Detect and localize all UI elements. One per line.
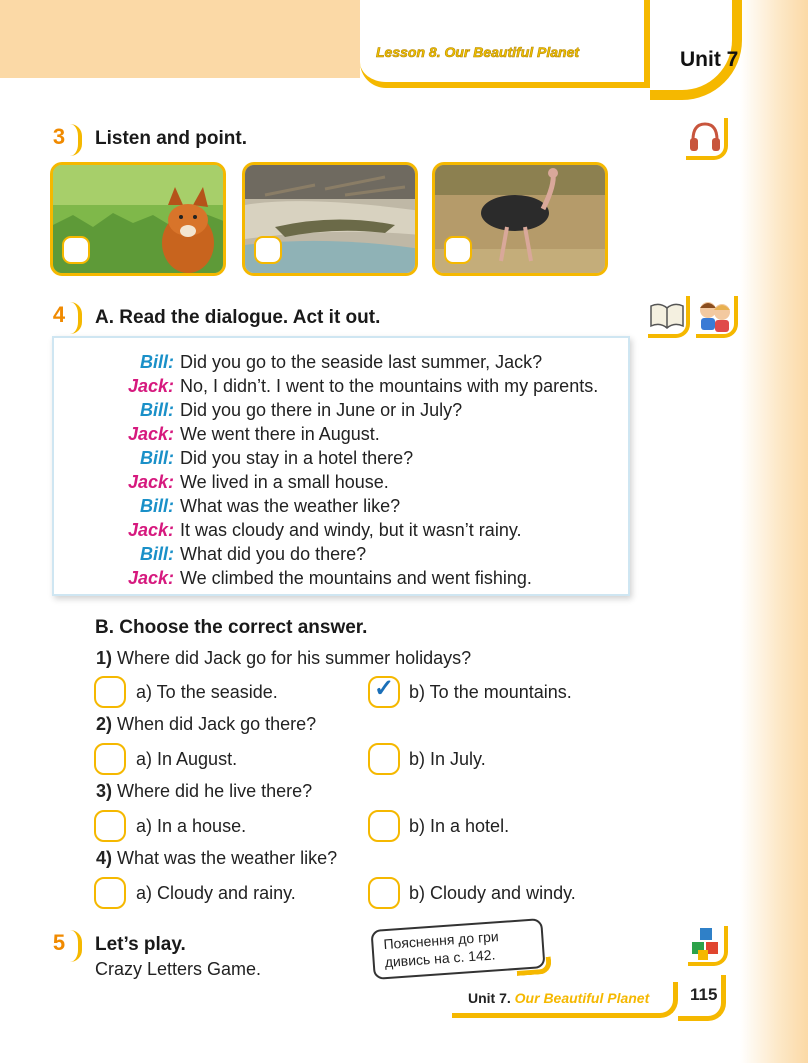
note-line: дивись на с. 142. bbox=[384, 946, 496, 971]
check-mark-icon: ✓ bbox=[374, 675, 395, 702]
dialogue-line bbox=[54, 566, 624, 590]
utterance: It was cloudy and windy, but it wasn’t rainy. bbox=[180, 520, 522, 540]
exercise-4-title-a: A. Read the dialogue. Act it out. bbox=[95, 307, 381, 328]
lesson-title: Lesson 8. Our Beautiful Planet bbox=[376, 44, 580, 60]
answer-option: b) Cloudy and windy. bbox=[409, 883, 576, 903]
utterance: No, I didn’t. I went to the mountains with my parents. bbox=[180, 376, 599, 396]
footer-unit: Unit 7. bbox=[468, 990, 511, 1006]
utterance: We went there in August. bbox=[180, 424, 380, 444]
page-number: 115 bbox=[690, 985, 718, 1004]
question bbox=[96, 781, 312, 802]
crocodile-checkbox[interactable] bbox=[254, 236, 282, 264]
book-icon[interactable] bbox=[648, 296, 690, 338]
answer-option: b) In a hotel. bbox=[409, 816, 510, 836]
dialogue-box bbox=[52, 336, 630, 596]
answer-checkbox[interactable] bbox=[94, 877, 126, 909]
question-text: Where did Jack go for his summer holidays? bbox=[117, 648, 472, 668]
footer-title: Our Beautiful Planet bbox=[514, 990, 650, 1006]
utterance: What did you do there? bbox=[180, 544, 367, 564]
dialogue-line bbox=[54, 422, 624, 446]
speaker: Jack: bbox=[127, 424, 174, 444]
dialogue-line bbox=[54, 398, 624, 422]
dialogue-line bbox=[54, 470, 624, 494]
utterance: Did you stay in a hotel there? bbox=[180, 448, 414, 468]
exercise-5-number: 5 bbox=[42, 928, 76, 962]
answer-option: b) In July. bbox=[409, 749, 486, 769]
exercise-5-title: Let’s play. bbox=[95, 934, 186, 955]
answer-checkbox[interactable] bbox=[368, 877, 400, 909]
answer-checkbox[interactable] bbox=[94, 676, 126, 708]
game-note bbox=[370, 918, 545, 980]
answer-option: a) To the seaside. bbox=[136, 682, 278, 702]
answer-checkbox[interactable] bbox=[94, 810, 126, 842]
answer-option: a) In a house. bbox=[136, 816, 247, 836]
question-number: 2) bbox=[96, 714, 113, 734]
speaker: Jack: bbox=[127, 568, 174, 588]
exercise-3-title: Listen and point. bbox=[95, 128, 247, 149]
exercise-4-number: 4 bbox=[42, 300, 76, 334]
speaker: Jack: bbox=[127, 520, 174, 540]
footer-text bbox=[468, 990, 649, 1006]
unit-label: Unit 7 bbox=[680, 48, 739, 71]
question-text: What was the weather like? bbox=[117, 848, 338, 868]
answer-option: a) Cloudy and rainy. bbox=[136, 883, 296, 903]
exercise-4-title-b: B. Choose the correct answer. bbox=[95, 617, 368, 638]
speaker: Bill: bbox=[140, 448, 174, 468]
ostrich-checkbox[interactable] bbox=[444, 236, 472, 264]
letter-blocks-icon[interactable] bbox=[688, 926, 728, 966]
question-text: When did Jack go there? bbox=[117, 714, 317, 734]
dialogue-line bbox=[54, 374, 624, 398]
headphones-icon[interactable] bbox=[686, 118, 728, 160]
answer-checkbox[interactable] bbox=[368, 743, 400, 775]
utterance: Did you go there in June or in July? bbox=[180, 400, 463, 420]
children-icon[interactable] bbox=[696, 296, 738, 338]
utterance: What was the weather like? bbox=[180, 496, 401, 516]
question bbox=[96, 648, 471, 669]
answer-checkbox-checked[interactable] bbox=[368, 676, 400, 708]
speaker: Jack: bbox=[127, 376, 174, 396]
answer-option: b) To the mountains. bbox=[409, 682, 572, 702]
speaker: Bill: bbox=[140, 544, 174, 564]
speaker: Jack: bbox=[127, 472, 174, 492]
dialogue-line bbox=[54, 446, 624, 470]
dialogue-line bbox=[54, 518, 624, 542]
utterance: We lived in a small house. bbox=[180, 472, 389, 492]
utterance: Did you go to the seaside last summer, Jack? bbox=[180, 352, 543, 372]
speaker: Bill: bbox=[140, 352, 174, 372]
answer-option: a) In August. bbox=[136, 749, 238, 769]
note-line: Пояснення до гри bbox=[382, 928, 500, 953]
question-number: 1) bbox=[96, 648, 113, 668]
top-band bbox=[0, 0, 360, 78]
dialogue-line bbox=[54, 542, 624, 566]
answer-checkbox[interactable] bbox=[368, 810, 400, 842]
question bbox=[96, 848, 337, 869]
speaker: Bill: bbox=[140, 496, 174, 516]
utterance: We climbed the mountains and went fishing. bbox=[180, 568, 532, 588]
dialogue-line bbox=[54, 494, 624, 518]
fox-checkbox[interactable] bbox=[62, 236, 90, 264]
dialogue-line bbox=[54, 350, 624, 374]
question-number: 4) bbox=[96, 848, 113, 868]
answer-checkbox[interactable] bbox=[94, 743, 126, 775]
exercise-3-number: 3 bbox=[42, 122, 76, 156]
question-text: Where did he live there? bbox=[117, 781, 313, 801]
question-number: 3) bbox=[96, 781, 113, 801]
question bbox=[96, 714, 316, 735]
speaker: Bill: bbox=[140, 400, 174, 420]
exercise-5-subtitle: Crazy Letters Game. bbox=[95, 959, 262, 979]
side-strip bbox=[740, 0, 808, 1063]
